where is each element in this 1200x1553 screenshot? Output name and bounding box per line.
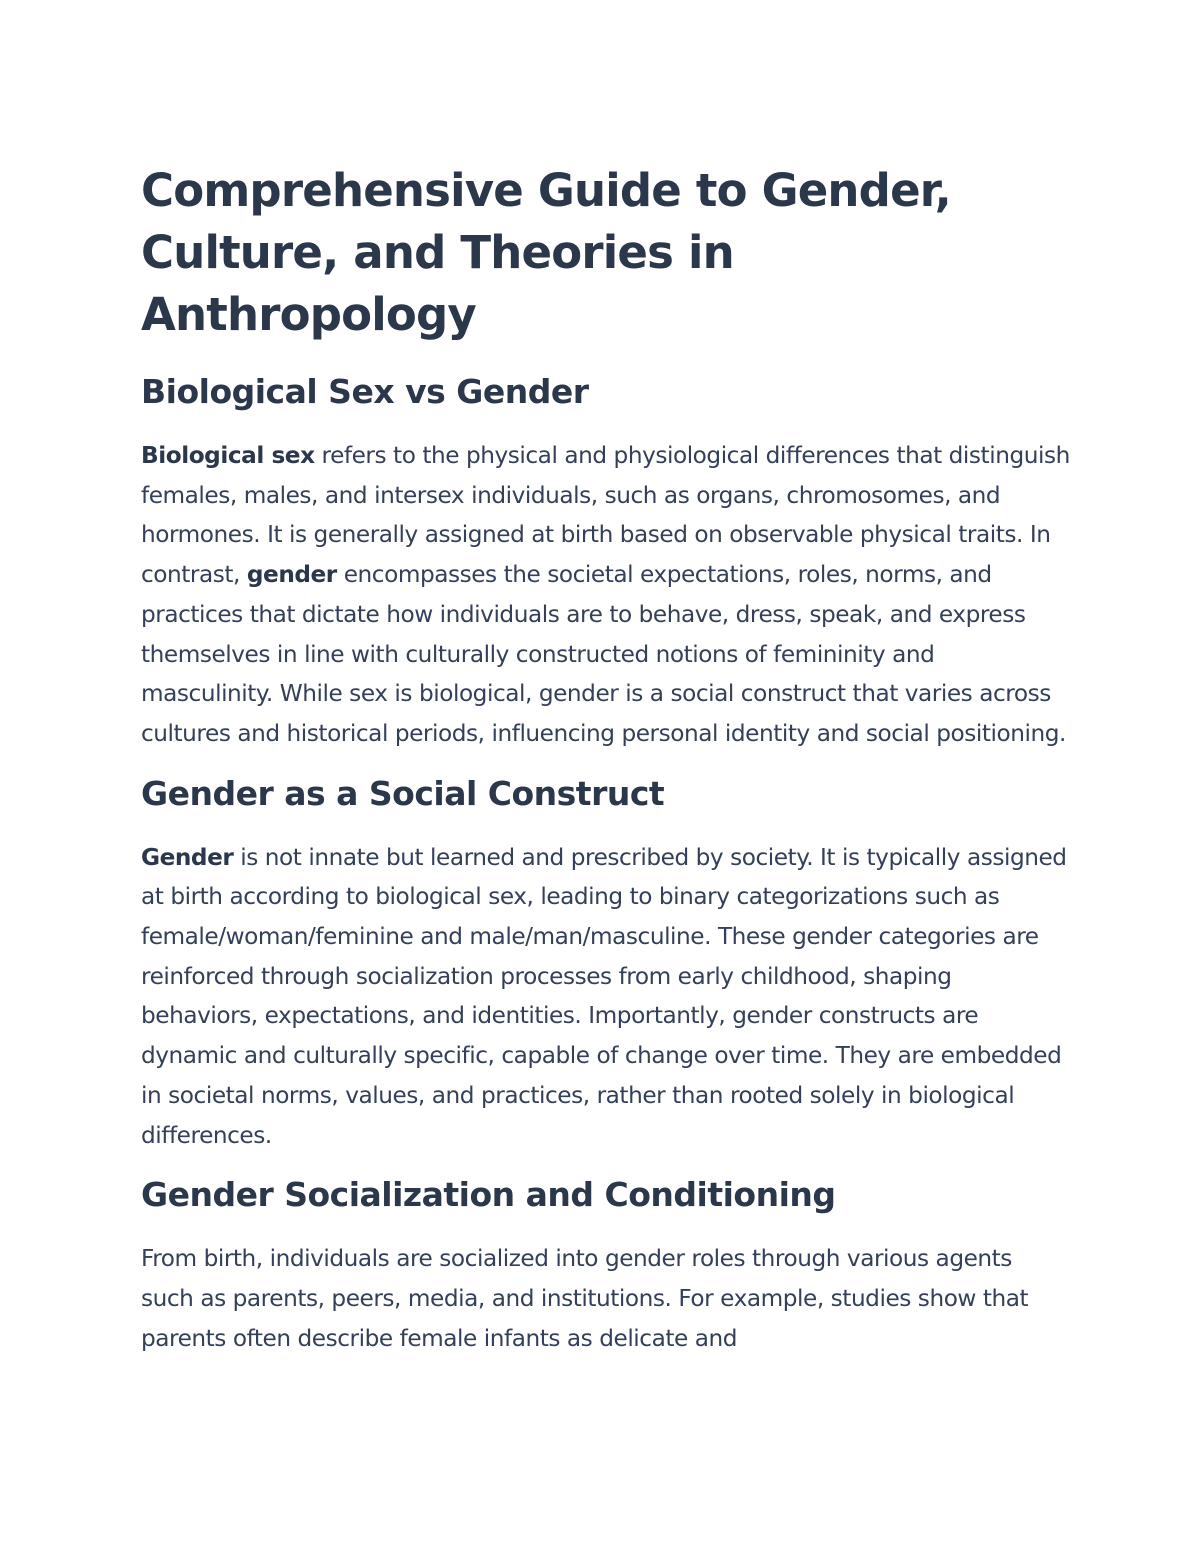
section-heading-gender-social-construct: Gender as a Social Construct — [141, 773, 665, 813]
section-heading-gender-socialization: Gender Socialization and Conditioning — [141, 1175, 836, 1215]
document-page — [141, 160, 1071, 1358]
section-heading-biological-sex-vs-gender: Biological Sex vs Gender — [141, 372, 589, 411]
paragraph-text: refers to the physical and physiological differences that distinguish females, males, and intersex individuals, such as organs, chromosomes, and hormones. It is generally assigned at birth based on observable physical traits. In contrast, — [141, 442, 1070, 589]
paragraph-text: From birth, individuals are socialized into gender roles through various agents such as parents, peers, media, and institutions. For example, studies show that parents often describe female infants as delicate and — [141, 1245, 1029, 1352]
section-paragraph-gender-social-construct — [141, 838, 1071, 1156]
document-title: Comprehensive Guide to Gender, Culture, and Theories in Anthropology — [141, 164, 951, 341]
paragraph-text: encompasses the societal expectations, roles, norms, and practices that dictate how individuals are to behave, dress, speak, and express themselves in line with culturally constructed notions of femininity and masculinity. While sex is biological, gender is a social construct that varies across cultures and historical periods, influencing personal identity and social positioning. — [141, 561, 1066, 747]
bold-term-gender: gender — [246, 561, 337, 589]
section-paragraph-biological-sex-vs-gender — [141, 436, 1071, 754]
paragraph-text: is not innate but learned and prescribed by society. It is typically assigned at birth according to biological sex, leading to binary categorizations such as female/woman/feminine and male/man/masculine. These gender categories are reinforced through socialization processes from early childhood, shaping behaviors, expectations, and identities. Importantly, gender constructs are dynamic and culturally specific, capable of change over time. They are embedded in societal norms, values, and practices, rather than rooted solely in biological differences. — [141, 843, 1067, 1149]
section-paragraph-gender-socialization — [141, 1239, 1071, 1358]
bold-term-biological-sex: Biological sex — [141, 442, 315, 469]
bold-term-gender: Gender — [141, 843, 234, 871]
